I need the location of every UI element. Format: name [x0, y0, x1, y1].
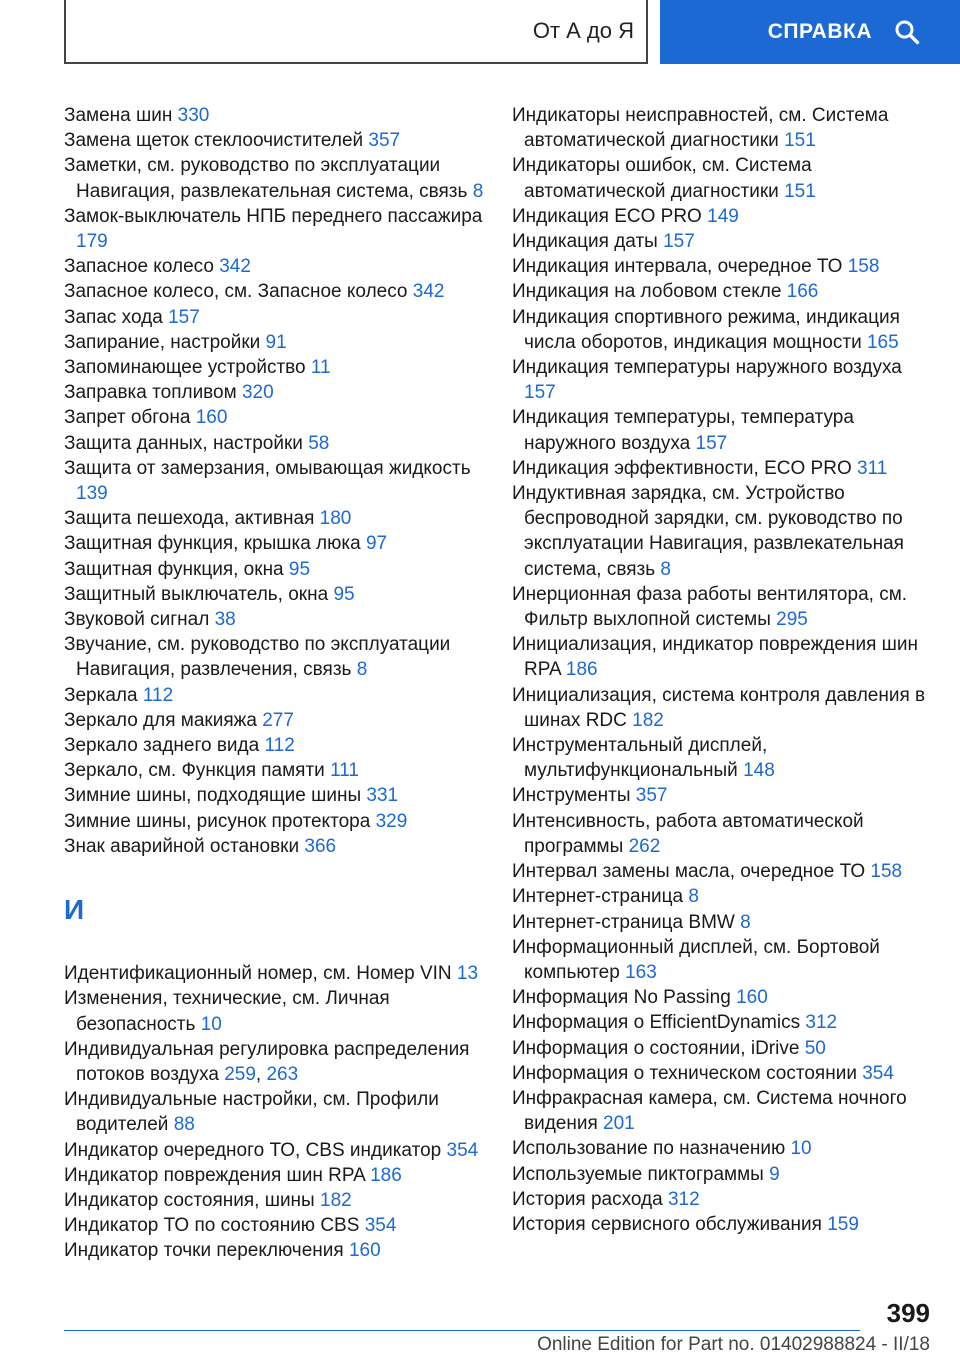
page-link[interactable]: 357 — [368, 130, 401, 152]
page-link[interactable]: 157 — [663, 231, 695, 253]
page-link[interactable]: 111 — [330, 760, 359, 782]
page-link[interactable]: 342 — [412, 281, 445, 303]
index-entry-text: Звуковой сигнал — [64, 609, 210, 631]
index-entry-text: Зеркало для макияжа — [64, 709, 257, 731]
page-link[interactable]: 329 — [375, 810, 408, 832]
index-entry-text: Защита данных, настройки — [64, 432, 303, 454]
index-entry-text: Инфракрасная камера, см. Система ночного видения — [512, 1087, 907, 1135]
footer-edition-text: Online Edition for Part no. 01402988824 - II/18 — [537, 1334, 930, 1355]
index-entry-text: Интервал замены масла, очередное ТО — [512, 861, 866, 883]
index-column-right — [512, 103, 932, 1237]
page-link[interactable]: 259 — [224, 1063, 256, 1085]
page-link[interactable]: 112 — [142, 684, 174, 706]
page-link[interactable]: 320 — [241, 382, 274, 404]
index-entry-text: История расхода — [512, 1188, 663, 1210]
index-entry — [64, 1238, 484, 1263]
index-entry — [512, 985, 932, 1010]
index-entry — [64, 431, 484, 456]
page-link[interactable]: 157 — [524, 382, 556, 404]
page-link[interactable]: 8 — [660, 558, 671, 580]
index-entry — [512, 204, 932, 229]
page-link[interactable]: 354 — [364, 1215, 397, 1237]
index-entry — [64, 1188, 484, 1213]
page-link[interactable]: 330 — [177, 105, 210, 126]
index-entry — [64, 708, 484, 733]
index-entry — [64, 783, 484, 808]
index-entry — [64, 1138, 484, 1163]
index-entry — [512, 783, 932, 808]
page-link[interactable]: 312 — [805, 1012, 838, 1034]
page-link[interactable]: 8 — [688, 886, 699, 908]
footer-divider — [64, 1330, 860, 1331]
index-entry-text: Индикатор точки переключения — [64, 1240, 344, 1262]
index-entry — [512, 1086, 932, 1136]
page-link[interactable]: 157 — [168, 306, 200, 328]
page-link[interactable]: 91 — [265, 331, 287, 353]
index-entry — [64, 254, 484, 279]
index-entry-text: Замок-выключатель НПБ переднего пассажира — [64, 205, 483, 227]
page-link[interactable]: 180 — [319, 508, 352, 530]
index-entry — [512, 153, 932, 203]
index-entry-text: Индивидуальная регулировка распределения потоков воздуха — [64, 1038, 470, 1085]
page-link[interactable]: 11 — [310, 357, 331, 379]
index-entry-text: Инициализация, система контроля давления в шинах RDC — [512, 684, 926, 731]
index-entry-text: Информация No Passing — [512, 987, 731, 1009]
index-entry — [512, 305, 932, 355]
page-link[interactable]: 311 — [857, 457, 888, 479]
page-link[interactable]: 182 — [320, 1189, 352, 1211]
index-entry — [512, 1162, 932, 1187]
index-entry-text: Инструментальный дисплей, мультифункциональный — [512, 735, 768, 782]
index-entry — [64, 758, 484, 783]
index-entry — [64, 961, 484, 986]
index-entry — [64, 405, 484, 430]
page-link[interactable]: 160 — [195, 407, 228, 429]
page-link[interactable]: 342 — [219, 256, 251, 278]
index-entry-text: Зеркало, см. Функция памяти — [64, 760, 325, 782]
page-link[interactable]: 50 — [804, 1037, 826, 1059]
index-entry-text: Звучание, см. руководство по эксплуатации Навигация, развлечения, связь — [64, 634, 451, 681]
index-entry — [64, 683, 484, 708]
page-link[interactable]: 95 — [288, 558, 311, 580]
index-entry-text: Зимние шины, рисунок протектора — [64, 810, 371, 832]
page-link[interactable]: 166 — [786, 281, 819, 303]
index-entry — [512, 1187, 932, 1212]
index-entry — [64, 557, 484, 582]
index-entry-text: Инерционная фаза работы вентилятора, см. Фильтр выхлопной системы — [512, 583, 908, 631]
index-entry-text: Запасное колесо — [64, 256, 214, 278]
index-entry — [64, 531, 484, 556]
index-entry — [512, 910, 932, 935]
page-link[interactable]: 165 — [866, 331, 899, 353]
page-link[interactable]: 97 — [365, 533, 388, 555]
index-entry-text: Защита пешехода, активная — [64, 508, 315, 530]
index-entry — [64, 733, 484, 758]
tab-help-label: СПРАВКА — [767, 20, 872, 43]
page-link[interactable]: 366 — [304, 835, 337, 857]
page-link[interactable]: 13 — [456, 963, 479, 985]
index-entry-text: Интернет-страница — [512, 886, 684, 908]
index-entry-text: Запирание, настройки — [64, 331, 261, 353]
index-entry-text: Индикация температуры наружного воздуха — [512, 357, 902, 379]
index-entry-text: Индикатор ТО по состоянию CBS — [64, 1215, 360, 1237]
index-entry-text: Индикатор состояния, шины — [64, 1189, 315, 1211]
page-link[interactable]: 9 — [769, 1163, 780, 1185]
page-link[interactable]: 160 — [348, 1240, 381, 1262]
tab-help[interactable] — [660, 0, 960, 64]
page-link[interactable]: 277 — [262, 709, 294, 731]
index-entry-text: Использование по назначению — [512, 1138, 786, 1160]
index-entry — [512, 1212, 932, 1237]
index-entry — [64, 380, 484, 405]
index-entry — [512, 683, 932, 733]
index-entry-text: Зеркала — [64, 684, 138, 706]
index-entry — [64, 128, 484, 153]
index-entry — [512, 103, 932, 153]
page-link[interactable]: 186 — [370, 1164, 402, 1186]
index-entry — [512, 582, 932, 632]
index-entry-text: Интенсивность, работа автоматической программы — [512, 810, 864, 857]
index-entry-text: Индикация даты — [512, 231, 658, 253]
index-entry-text: Индикация ECO PRO — [512, 205, 702, 227]
page-link[interactable]: 8 — [472, 180, 484, 202]
page-link[interactable]: 95 — [333, 583, 355, 605]
index-entry — [64, 204, 484, 254]
index-entry — [64, 355, 484, 380]
index-entry — [512, 859, 932, 884]
index-column-left — [64, 103, 484, 1264]
index-entry — [64, 153, 484, 203]
index-entry — [512, 405, 932, 455]
page-link[interactable]: 10 — [200, 1013, 222, 1035]
index-entry-text: Информационный дисплей, см. Бортовой компьютер — [512, 936, 880, 983]
page-link[interactable]: 139 — [76, 483, 108, 505]
index-entry-text: Замена шин — [64, 105, 173, 126]
page-link[interactable]: 179 — [76, 231, 108, 253]
page-link[interactable]: 354 — [862, 1062, 894, 1084]
index-entry — [512, 884, 932, 909]
index-entry-text: Запас хода — [64, 306, 163, 328]
index-entry — [512, 1061, 932, 1086]
index-entry-text: Зеркало заднего вида — [64, 735, 260, 757]
index-entry — [64, 834, 484, 859]
page-link[interactable]: 186 — [565, 659, 598, 681]
index-entry-text: Индикация эффективности, ECO PRO — [512, 457, 852, 479]
index-entry-text: Запрет обгона — [64, 407, 191, 429]
page-link[interactable]: 112 — [264, 735, 295, 757]
page-link[interactable]: 163 — [625, 961, 657, 983]
index-entry-text: Защитная функция, крышка люка — [64, 533, 361, 555]
index-entry — [512, 1036, 932, 1061]
index-entry — [512, 733, 932, 783]
index-entry — [512, 254, 932, 279]
page-link[interactable]: 295 — [776, 609, 808, 631]
page-link[interactable]: 357 — [635, 785, 668, 807]
page-link[interactable]: 58 — [308, 432, 330, 454]
index-entry — [512, 632, 932, 682]
page-link[interactable]: 8 — [740, 911, 751, 933]
index-entry-text: Запасное колесо, см. Запасное колесо — [64, 281, 408, 303]
page-link[interactable]: 262 — [628, 835, 661, 857]
index-entry-text: Индикаторы неисправностей, см. Система автоматической диагностики — [512, 105, 889, 152]
index-entry — [64, 1087, 484, 1137]
index-entry-text: Защита от замерзания, омывающая жидкость — [64, 457, 471, 479]
index-entry-text: Инструменты — [512, 785, 631, 807]
index-entry-text: Знак аварийной остановки — [64, 835, 300, 857]
index-entry-text: Защитная функция, окна — [64, 558, 284, 580]
index-entry-text: Индикаторы ошибок, см. Система автоматической диагностики — [512, 155, 812, 202]
page-link[interactable]: 158 — [870, 861, 903, 883]
page-link[interactable]: 263 — [266, 1063, 299, 1085]
page-link[interactable]: 8 — [356, 659, 368, 681]
index-entry — [512, 456, 932, 481]
index-entry: Индивидуальная регулировка распределения потоков воздуха 259, 263 — [64, 1038, 470, 1085]
index-entry — [64, 330, 484, 355]
index-entry — [512, 809, 932, 859]
index-entry-text: Зимние шины, подходящие шины — [64, 785, 362, 807]
index-entry — [64, 305, 484, 330]
page-link[interactable]: 10 — [790, 1138, 812, 1160]
index-entry — [64, 456, 484, 506]
index-entry-text: Запоминающее устройство — [64, 357, 306, 379]
page-link[interactable]: 38 — [214, 609, 236, 631]
index-entry-text: Индикация на лобовом стекле — [512, 281, 782, 303]
page-link[interactable]: 201 — [603, 1113, 635, 1135]
header — [0, 0, 960, 66]
index-entry-text: Информация о состоянии, iDrive — [512, 1037, 800, 1059]
index-entry-text: Идентификационный номер, см. Номер VIN — [64, 963, 452, 985]
index-entry-text: Инициализация, индикатор повреждения шин RPA — [512, 634, 918, 681]
index-entry-text: Информация о EfficientDynamics — [512, 1012, 801, 1034]
index-entry — [64, 809, 484, 834]
index-entry — [512, 355, 932, 405]
page-link[interactable]: 158 — [847, 256, 880, 278]
index-entry — [512, 279, 932, 304]
index-entry-text: Информация о техническом состоянии — [512, 1062, 857, 1084]
index-entry-text: Интернет-страница BMW — [512, 911, 735, 933]
index-entry — [64, 607, 484, 632]
index-entry — [512, 1136, 932, 1161]
index-entry — [64, 103, 484, 128]
index-entry-text: Заметки, см. руководство по эксплуатации Навигация, развлекательная система, связь — [64, 155, 468, 202]
index-entry-text: Индикация температуры, температура наружного воздуха — [512, 407, 854, 454]
index-entry-text: Замена щеток стеклоочистителей — [64, 130, 364, 152]
page-link[interactable]: 151 — [784, 180, 816, 202]
index-entry-text: История сервисного обслуживания — [512, 1213, 822, 1235]
page-link[interactable]: 88 — [173, 1114, 195, 1136]
index-entry — [512, 481, 932, 582]
index-entry-text: Изменения, технические, см. Личная безопасность — [64, 988, 390, 1035]
page-link[interactable]: 312 — [667, 1188, 700, 1210]
page-link[interactable]: 160 — [736, 987, 768, 1009]
index-entry — [64, 582, 484, 607]
page-link[interactable]: 159 — [827, 1213, 859, 1235]
index-entry — [512, 935, 932, 985]
index-entry — [512, 229, 932, 254]
page-number: 399 — [886, 1298, 930, 1328]
index-entry — [64, 506, 484, 531]
index-entry — [64, 1163, 484, 1188]
index-entry-text: Индивидуальные настройки, см. Профили водителей — [64, 1089, 439, 1136]
tab-a-to-z[interactable] — [64, 0, 648, 64]
page-link[interactable]: 151 — [784, 130, 816, 152]
index-entry-text: Заправка топливом — [64, 382, 237, 404]
page-link[interactable]: 148 — [743, 760, 775, 782]
index-entry-text: Используемые пиктограммы — [512, 1163, 764, 1185]
index-entry — [512, 1010, 932, 1035]
page-link[interactable]: 182 — [632, 709, 664, 731]
section-letter: И — [64, 894, 85, 926]
index-entry — [64, 279, 484, 304]
index-entry-text: Защитный выключатель, окна — [64, 583, 329, 605]
page-link[interactable]: 157 — [695, 432, 728, 454]
index-entry — [64, 1213, 484, 1238]
index-entry-text: Индуктивная зарядка, см. Устройство беспроводной зарядки, см. руководство по эксплуатации Навигация, развлекательная система, связь — [512, 483, 904, 580]
index-entry-text: Индикатор очередного ТО, CBS индикатор — [64, 1139, 442, 1161]
index-entry — [64, 632, 484, 682]
tab-a-to-z-label: От А до Я — [532, 18, 634, 43]
index-entry-text: Индикация интервала, очередное ТО — [512, 256, 843, 278]
page-link[interactable]: 149 — [707, 205, 739, 227]
index-entry — [64, 986, 484, 1036]
index-entry-text: Индикатор повреждения шин RPA — [64, 1164, 365, 1186]
index-entry-text: Индикация спортивного режима, индикация числа оборотов, индикация мощности — [512, 306, 900, 353]
search-icon[interactable] — [894, 19, 920, 45]
page-link[interactable]: 331 — [366, 785, 399, 807]
page-link[interactable]: 354 — [446, 1139, 479, 1161]
